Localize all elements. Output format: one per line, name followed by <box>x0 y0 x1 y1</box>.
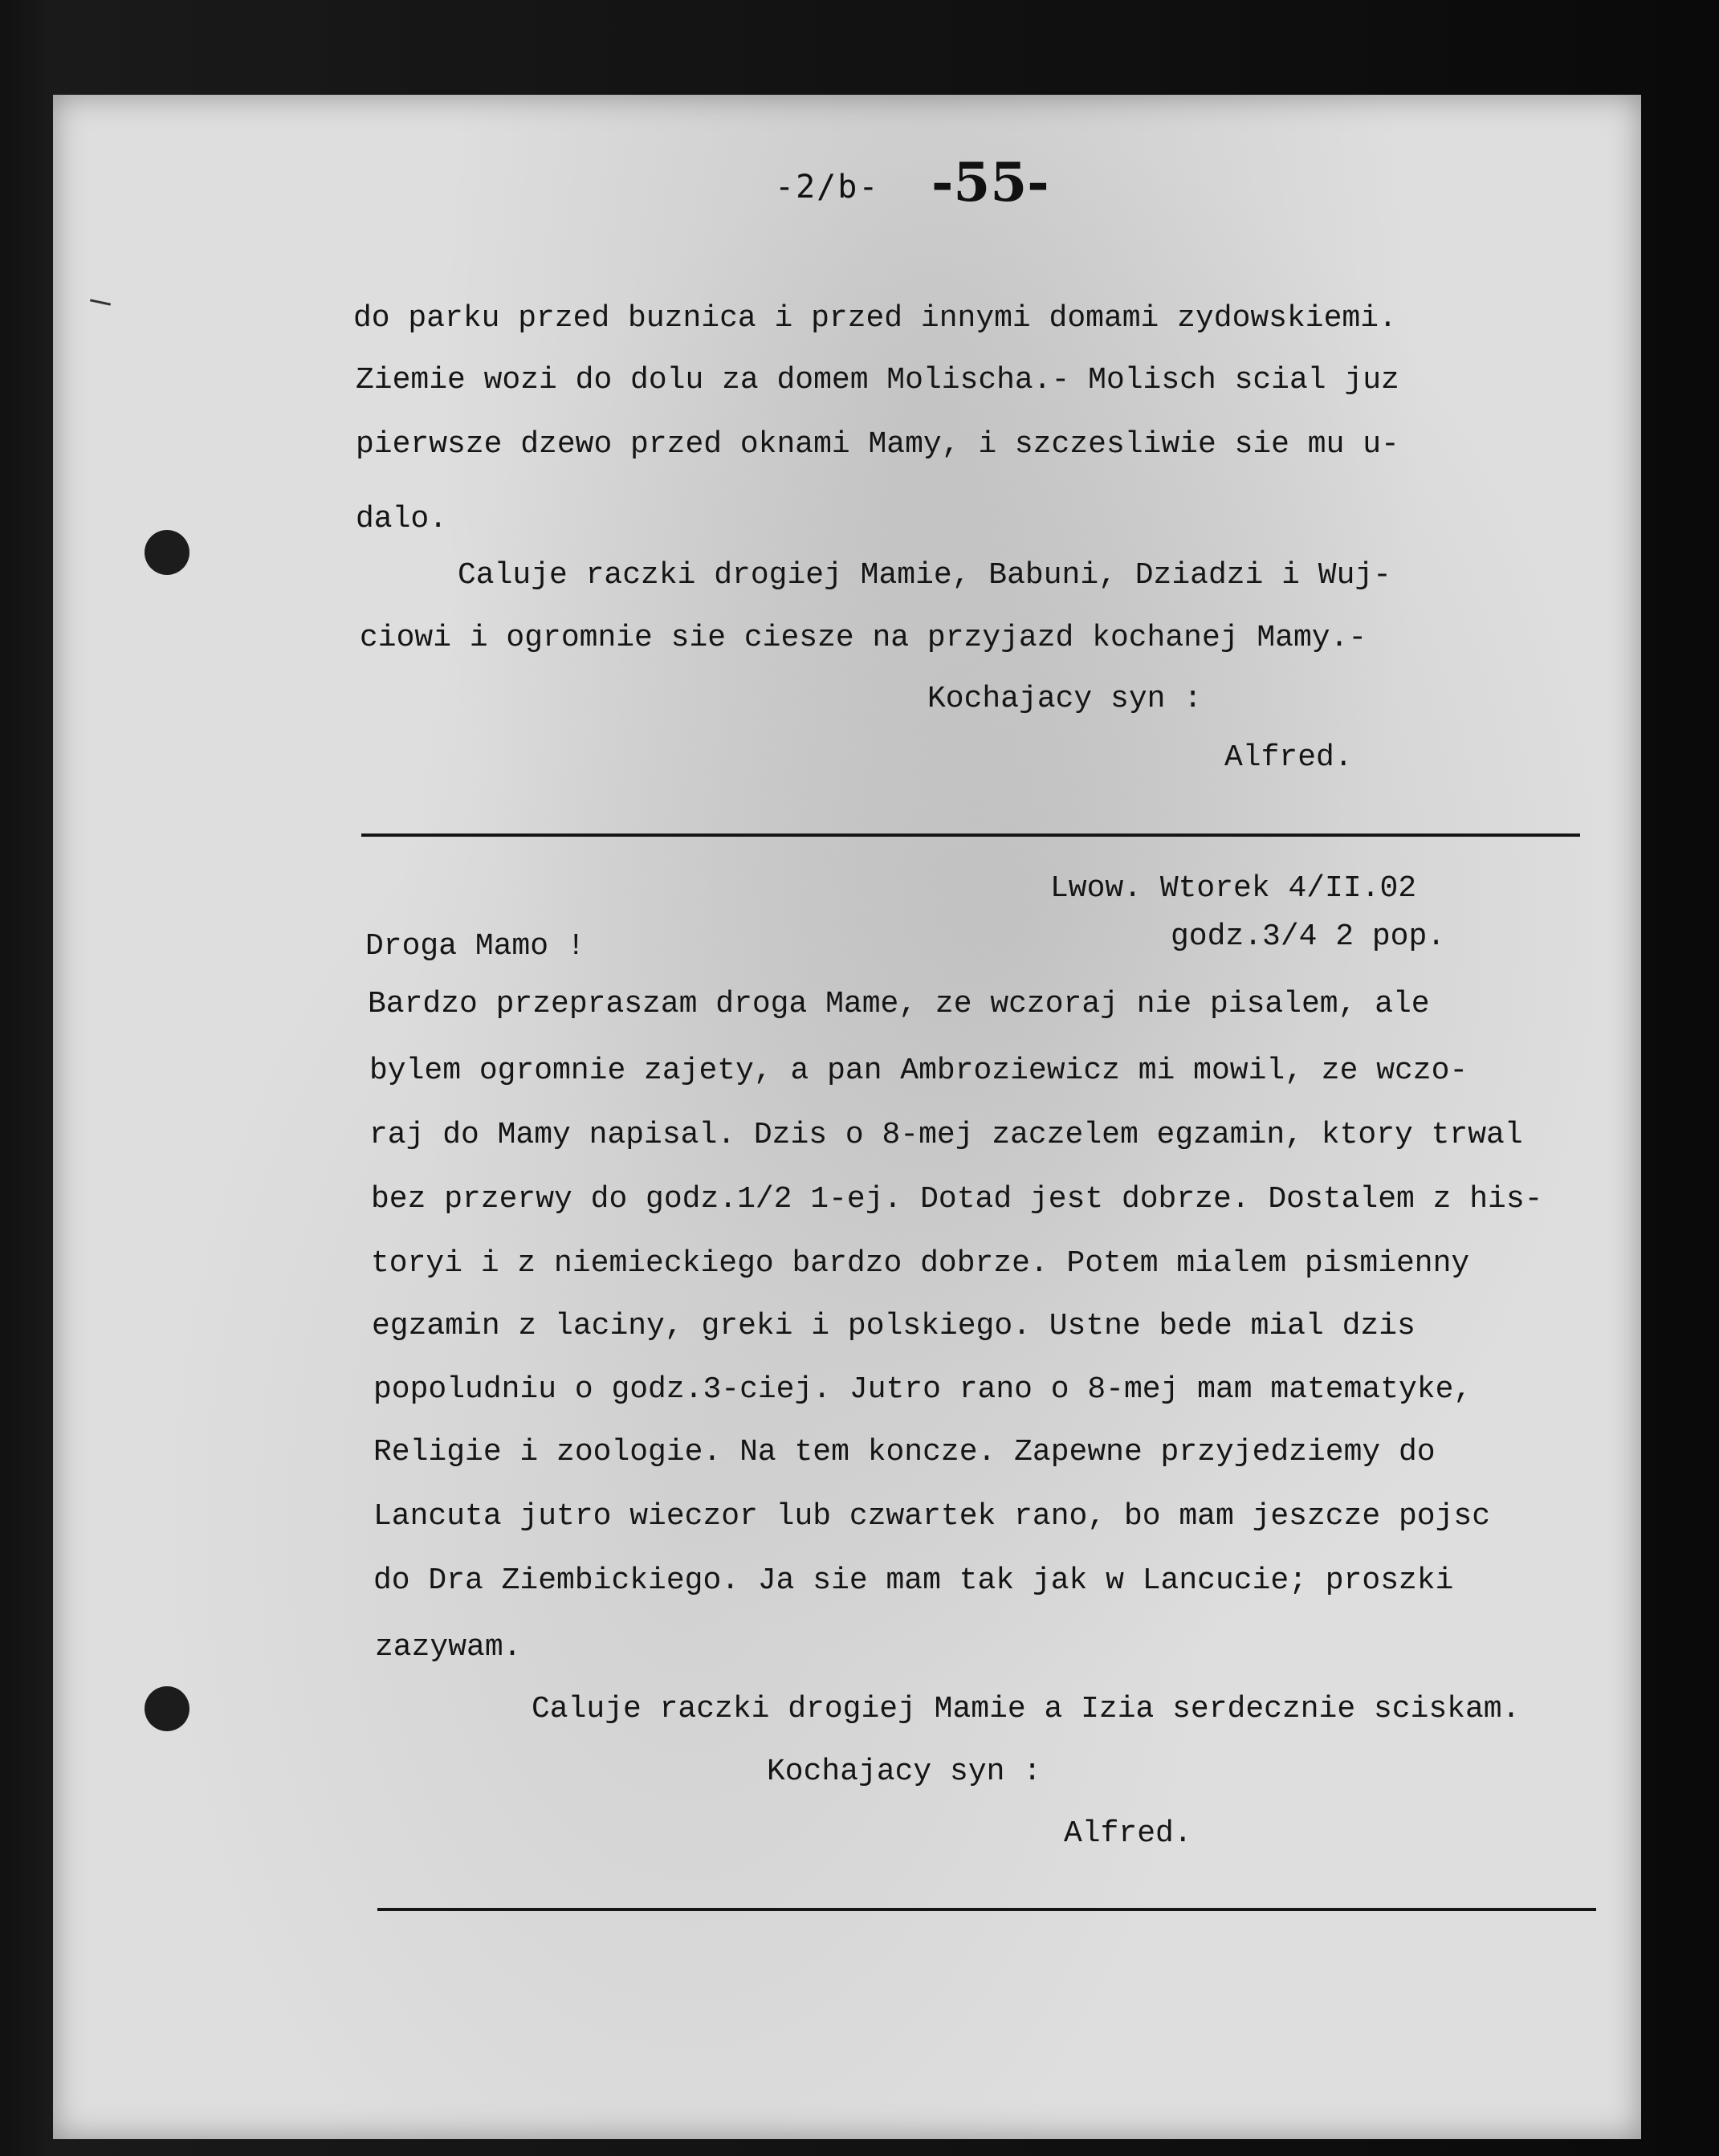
letter1-line-4: dalo. <box>356 502 448 536</box>
letter1-signature: Alfred. <box>1224 740 1353 775</box>
letter2-line-1: Bardzo przepraszam droga Mame, ze wczoraj nie pisalem, ale <box>368 987 1430 1021</box>
divider-line-2 <box>377 1908 1596 1911</box>
handwritten-page-number: -55- <box>931 151 1049 214</box>
punch-hole-top <box>145 530 189 575</box>
letter2-line-7: popoludniu o godz.3-ciej. Jutro rano o 8-mej mam matematyke, <box>373 1372 1473 1407</box>
letter1-line-2: Ziemie wozi do dolu za domem Molischa.- Molisch scial juz <box>356 363 1399 397</box>
letter2-line-5: toryi i z niemieckiego bardzo dobrze. Potem mialem pismienny <box>371 1246 1470 1281</box>
letter2-line-4: bez przerwy do godz.1/2 1-ej. Dotad jest dobrze. Dostalem z his- <box>371 1182 1543 1217</box>
letter2-line-8: Religie i zoologie. Na tem koncze. Zapewne przyjedziemy do <box>373 1435 1436 1469</box>
letter2-time: godz.3/4 2 pop. <box>1171 919 1446 954</box>
divider-line-1 <box>361 833 1580 837</box>
letter2-line-9: Lancuta jutro wieczor lub czwartek rano, bo mam jeszcze pojsc <box>373 1499 1491 1534</box>
letter1-line-5: Caluje raczki drogiej Mamie, Babuni, Dziadzi i Wuj- <box>458 558 1391 593</box>
letter2-salutation: Droga Mamo ! <box>365 929 585 964</box>
document-page <box>53 95 1641 2139</box>
letter2-closing: Kochajacy syn : <box>767 1755 1042 1789</box>
letter2-line-11: zazywam. <box>375 1630 522 1665</box>
letter1-line-3: pierwsze dzewo przed oknami Mamy, i szczesliwie sie mu u- <box>356 427 1399 462</box>
letter2-line-2: bylem ogromnie zajety, a pan Ambroziewicz mi mowil, ze wczo- <box>369 1054 1468 1088</box>
punch-hole-bottom <box>145 1686 189 1731</box>
letter1-line-6: ciowi i ogromnie sie ciesze na przyjazd kochanej Mamy.- <box>360 621 1367 655</box>
letter2-line-10: do Dra Ziembickiego. Ja sie mam tak jak w Lancucie; proszki <box>373 1563 1454 1598</box>
letter2-final-greeting: Caluje raczki drogiej Mamie a Izia serdecznie sciskam. <box>532 1692 1521 1726</box>
letter2-signature: Alfred. <box>1064 1816 1192 1851</box>
letter2-place-date: Lwow. Wtorek 4/II.02 <box>1050 871 1417 906</box>
letter1-line-1: do parku przed buznica i przed innymi domami zydowskiemi. <box>353 301 1397 336</box>
letter2-line-6: egzamin z laciny, greki i polskiego. Ustne bede mial dzis <box>372 1309 1416 1343</box>
letter1-closing: Kochajacy syn : <box>927 682 1203 716</box>
page-number: -2/b- <box>775 169 880 206</box>
letter2-line-3: raj do Mamy napisal. Dzis o 8-mej zaczelem egzamin, ktory trwal <box>369 1118 1523 1152</box>
